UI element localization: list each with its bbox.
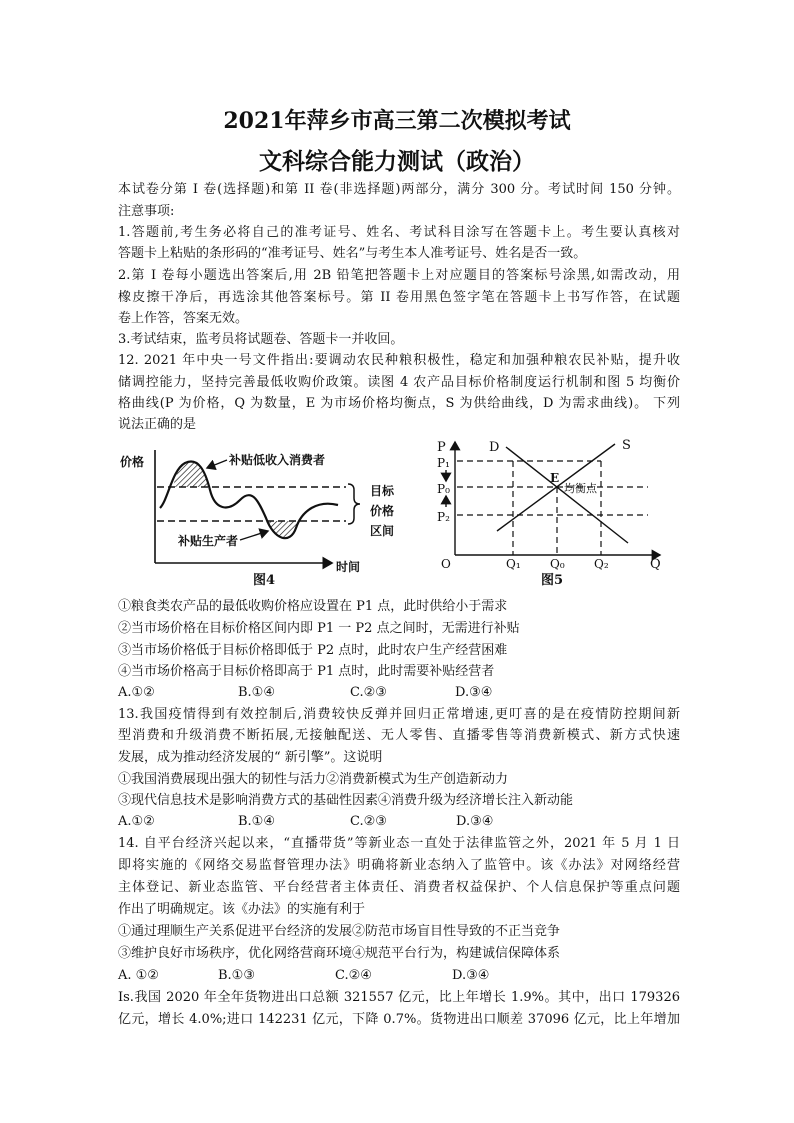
fig4-range-brace [348,484,360,524]
fig4-range-label: 目标 [370,484,395,498]
fig5-origin-label: O [441,557,451,571]
notes-heading: 注意事项: [118,204,175,219]
figure-4-target-price-diagram [110,435,400,595]
question-12-statement: ①粮食类农产品的最低收购价格应设置在 P1 点，此时供给小于需求 [118,599,508,614]
question-14-stem: 即将实施的《网络交易监督管理办法》明确将新业态纳入了监管中。该《办法》对网络经营 [118,858,680,873]
question-12-statement: ③当市场价格低于目标价格即低于 P2 点时，此时农户生产经营困难 [118,643,508,658]
question-12-stem: 储调控能力，坚持完善最低收购价政策。读图 4 农产品目标价格制度运行机制和图 5 均衡价 [118,375,680,390]
question-14-statement: ①通过理顺生产关系促进平台经济的发展②防范市场盲目性导致的不正当竞争 [118,924,561,939]
fig4-consumer-subsidy-area [173,462,208,487]
fig5-e-label: E [550,471,560,485]
question-13-stem: 型消费和升级消费不断拓展,无接触配送、无人零售、直播零售等消费新模式、新方式快速 [118,728,680,743]
intro-line: 3.考试结束，监考员将试题卷、答题卡一并收回。 [118,332,404,347]
question-13-choice-b: B.①④ [238,814,275,829]
question-13-stem: 发展，成为推动经济发展的“ 新引擎”。这说明 [118,750,383,765]
intro-line: 1.答题前,考生务必将自己的准考证号、姓名、考试科目涂写在答题卡上。考生要认真核对 [118,225,680,240]
question-14-choice-a: A. ①② [118,968,159,983]
question-12-choice-b: B.①④ [238,685,275,700]
fig5-demand-label: D [489,440,500,455]
question-14-statement: ③维护良好市场秩序，优化网络营商环境④规范平台行为，构建诚信保障体系 [118,946,561,961]
fig4-range-label: 价格 [370,504,395,518]
question-14-stem: 主体登记、新业态监管、平台经营者主体责任、消费者权益保护、个人信息保护等重点问题 [118,880,680,895]
question-13-choice-d: D.③④ [456,814,494,829]
fig5-p0-label: P₀ [437,482,450,496]
question-14-choice-d: D.③④ [452,968,490,983]
intro-line: 卷上作答，答案无效。 [118,311,249,326]
intro-line: 橡皮擦干净后，再选涂其他答案标号。第 II 卷用黑色签字笔在答题卡上书写作答，在试题 [118,290,680,305]
fig4-caption: 图4 [253,573,276,588]
fig5-supply-label: S [622,438,631,453]
question-12-stem: 说法正确的是 [118,417,197,432]
question-12-choice-a: A.①② [118,685,155,700]
fig4-producer-arrow [240,531,268,540]
question-12-stem: 12. 2021 年中央一号文件指出:要调动农民种粮积极性，稳定和加强种粮农民补贴，提升收 [118,353,680,368]
exam-subtitle: 文科综合能力测试（政治） [259,148,535,175]
fig4-range-label: 区间 [370,524,395,538]
fig5-p1-label: P₁ [437,456,450,470]
question-15-stem: 亿元，增长 4.0%;进口 142231 亿元，下降 0.7%。货物进出口顺差 37096 亿元，比上年增加 [118,1012,680,1027]
question-15-stem: Is.我国 2020 年全年货物进出口总额 321557 亿元，比上年增长 1.9%。其中，出口 179326 [118,990,680,1005]
question-13-choice-a: A.①② [118,814,155,829]
question-12-statement: ②当市场价格在目标价格区间内即 P1 一 P2 点之间时，无需进行补贴 [118,621,520,636]
fig5-p2-label: P₂ [437,510,450,524]
fig5-q0-label: Q₀ [550,557,565,571]
question-14-stem: 作出了明确规定。该《办法》的实施有利于 [118,902,366,917]
fig4-producer-subsidy-label: 补贴生产者 [178,534,239,548]
question-13-stem: 13.我国疫情得到有效控制后,消费较快反弹并回归正常增速,更叮喜的是在疫情防控期间新 [118,707,680,722]
question-12-statement: ④当市场价格高于目标价格即高于 P1 点时，此时需要补贴经营者 [118,664,495,679]
fig4-consumer-arrow [207,460,227,468]
fig5-q-label: Q [650,557,661,572]
question-12-choice-d: D.③④ [455,685,493,700]
fig5-caption: 图5 [541,573,564,588]
question-14-stem: 14. 自平台经济兴起以来，“直播带货”等新业态一直处于法律监管之外，2021 年 5 月 1 日 [118,836,680,851]
question-12-stem: 格曲线(P 为价格，Q 为数量，E 为市场价格均衡点，S 为供给曲线，D 为需求曲线)。 下列 [118,396,680,411]
question-13-choice-c: C.②③ [350,814,387,829]
question-14-choice-c: C.②④ [335,968,372,983]
question-13-statement: ③现代信息技术是影响消费方式的基础性因素④消费升级为经济增长注入新动能 [118,793,574,808]
fig5-q2-label: Q₂ [594,557,609,571]
fig4-x-axis-label: 时间 [336,560,361,574]
fig5-q1-label: Q₁ [506,557,521,571]
figure-5-equilibrium-diagram [415,435,675,590]
question-13-statement: ①我国消费展现出强大的韧性与活力②消费新模式为生产创造新动力 [118,772,509,787]
question-14-choice-b: B.①③ [218,968,255,983]
question-12-choice-c: C.②③ [350,685,387,700]
fig5-equilibrium-label: 均衡点 [564,482,597,495]
fig4-y-axis-label: 价格 [120,455,145,469]
intro-line: 2.第 I 卷每小题选出答案后,用 2B 铅笔把答题卡上对应题目的答案标号涂黑,如需改动，用 [118,268,680,283]
exam-title: 2021年萍乡市高三第二次模拟考试 [223,108,571,134]
fig4-consumer-subsidy-label: 补贴低收入消费者 [229,453,326,467]
intro-line: 本试卷分第 I 卷(选择题)和第 II 卷(非选择题)两部分，满分 300 分。考试时间 150 分钟。 [118,182,680,197]
intro-line: 答题卡上粘贴的条形码的“准考证号、姓名”与考生本人准考证号、姓名是否一致。 [118,246,587,261]
fig5-p-label: P [437,440,446,455]
